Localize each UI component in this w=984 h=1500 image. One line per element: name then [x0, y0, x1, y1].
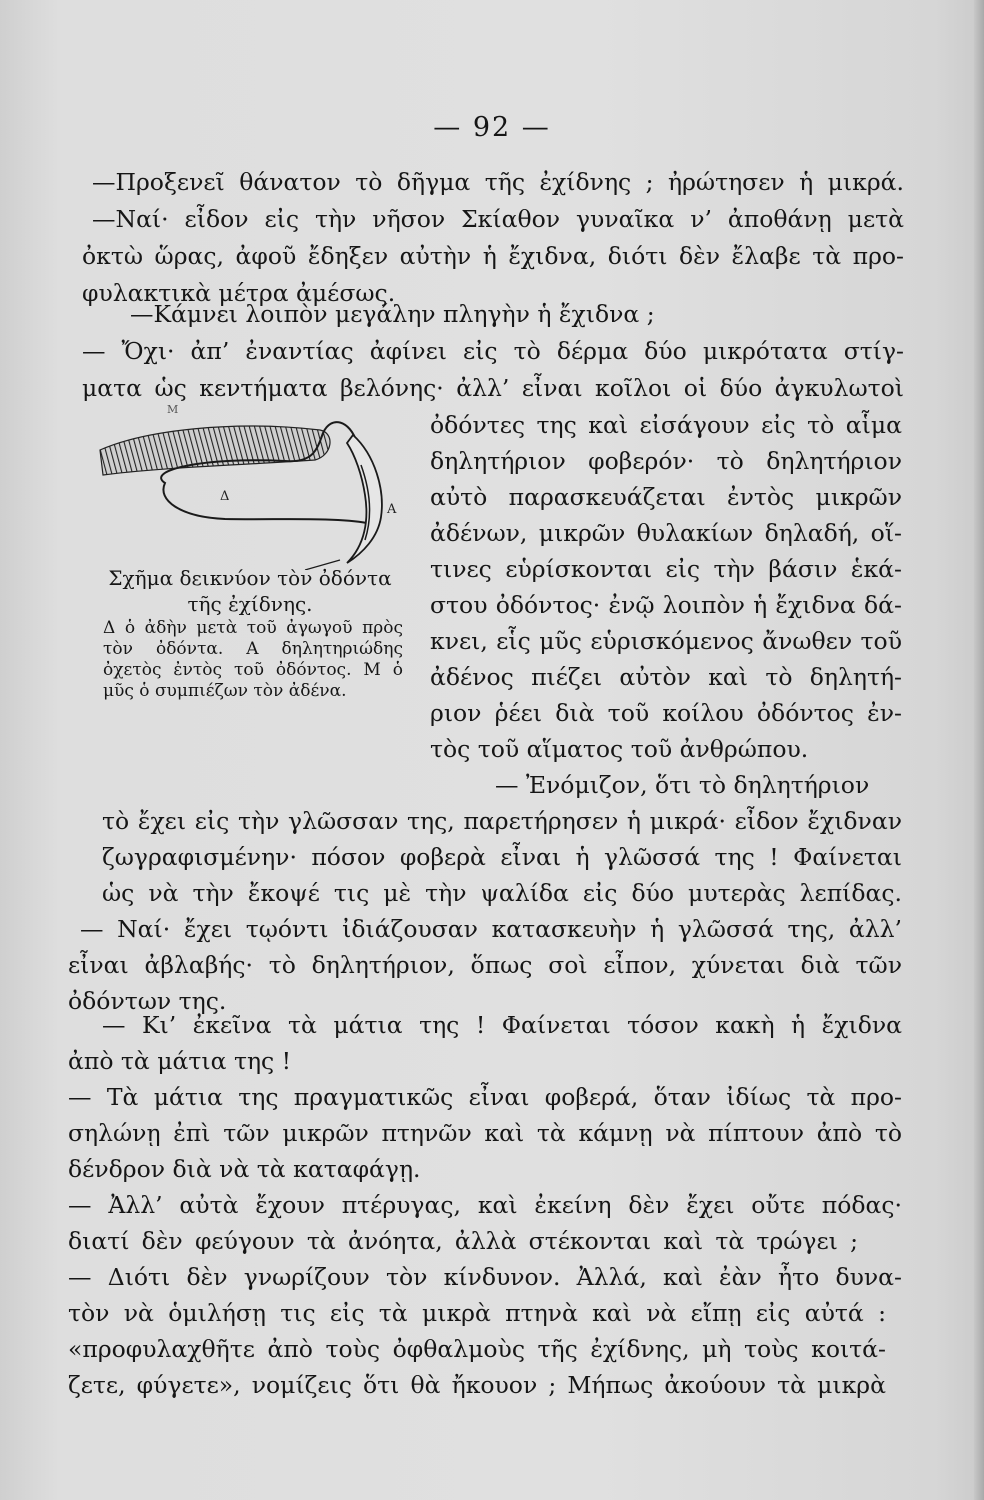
text-line: — Ναί· ἔχει τῳόντι ἰδιάζουσαν κατασκευὴν ἡ γλῶσσά της, ἀλλ’	[80, 915, 902, 943]
text-line: ὡς νὰ τὴν ἔκοψέ τις μὲ τὴν ψαλίδα εἰς δύο μυτερὰς λεπίδας.	[102, 879, 902, 907]
text-line: ριον ῥέει διὰ τοῦ κοίλου ὀδόντος ἐν-	[430, 699, 902, 727]
figure-caption-text: Δ ὁ ἀδὴν μετὰ τοῦ ἀγωγοῦ πρὸς τὸν ὀδόντα. Α δηλητηριώδης ὀχετὸς ἐντὸς τοῦ ὀδόντος. Μ ὁ μῦς ὁ συμπιέζων τὸν ἀδένα.	[103, 618, 403, 701]
text-line: ματα ὡς κεντήματα βελόνης· ἀλλ’ εἶναι κοῖλοι οἱ δύο ἀγκυλωτοὶ	[82, 374, 904, 402]
text-line: αὐτὸ παρασκευάζεται ἐντὸς μικρῶν	[430, 483, 902, 511]
text-line: ὀδόντων της.	[68, 987, 227, 1015]
text-line: — Διότι δὲν γνωρίζουν τὸν κίνδυνον. Ἀλλά, καὶ ἐὰν ἦτο δυνα-	[68, 1263, 902, 1291]
text-line: ἀπὸ τὰ μάτια της !	[68, 1047, 292, 1075]
text-line: σηλώνῃ ἐπὶ τῶν μικρῶν πτηνῶν καὶ τὰ κάμνῃ νὰ πίπτουν ἀπὸ τὸ	[68, 1119, 902, 1147]
text-line: — Τὰ μάτια της πραγματικῶς εἶναι φοβερά, ὅταν ἰδίως τὰ προ-	[68, 1083, 902, 1111]
figure-caption-title: Σχῆμα δεικνύον τὸν ὀδόντα τῆς ἐχίδνης.	[108, 566, 392, 616]
label-muscle: Μ	[167, 403, 179, 416]
text-line: δένδρον διὰ νὰ τὰ καταφάγῃ.	[68, 1155, 421, 1183]
muscle-shape	[100, 426, 330, 475]
text-line: — Ἐνόμιζον, ὅτι τὸ δηλητήριον	[495, 771, 870, 799]
text-line: διατί δὲν φεύγουν τὰ ἀνόητα, ἀλλὰ στέκονται καὶ τὰ τρώγει ;	[68, 1227, 858, 1255]
text-line: ὀδόντες της καὶ εἰσάγουν εἰς τὸ αἷμα	[430, 411, 902, 439]
page-number: — 92 —	[433, 112, 551, 143]
text-line: δηλητήριον φοβερόν· τὸ δηλητήριον	[430, 447, 902, 475]
text-line: εἶναι ἀβλαβής· τὸ δηλητήριον, ὅπως σοὶ εἶπον, χύνεται διὰ τῶν	[68, 951, 902, 979]
text-line: τὸν νὰ ὁμιλήσῃ τις εἰς τὰ μικρὰ πτηνὰ καὶ νὰ εἴπῃ εἰς αὐτά :	[68, 1299, 886, 1327]
text-line: «προφυλαχθῆτε ἀπὸ τοὺς ὀφθαλμοὺς τῆς ἐχίδνης, μὴ τοὺς κοιτά-	[68, 1335, 886, 1363]
page-edge	[974, 0, 984, 1500]
label-duct: Α	[387, 502, 397, 517]
text-line: —Ναί· εἶδον εἰς τὴν νῆσον Σκίαθον γυναῖκα ν’ ἀποθάνῃ μετὰ	[92, 205, 904, 233]
text-line: ὀκτὼ ὥρας, ἀφοῦ ἔδηξεν αὐτὴν ἡ ἔχιδνα, διότι δὲν ἔλαβε τὰ προ-	[82, 242, 904, 270]
text-line: ἀδένων, μικρῶν θυλακίων δηλαδή, οἵ-	[430, 519, 902, 547]
label-gland: Δ	[220, 489, 230, 504]
text-line: —Προξενεῖ θάνατον τὸ δῆγμα τῆς ἐχίδνης ; ἠρώτησεν ἡ μικρά.	[92, 168, 904, 196]
text-line: — Ὄχι· ἀπ’ ἐναντίας ἀφίνει εἰς τὸ δέρμα δύο μικρότατα στίγ-	[82, 337, 904, 365]
viper-fang-figure	[85, 395, 425, 570]
fang-diagram	[85, 395, 425, 570]
text-line: φυλακτικὰ μέτρα ἀμέσως.	[82, 279, 396, 307]
text-line: — Κι’ ἐκεῖνα τὰ μάτια της ! Φαίνεται τόσον κακὴ ἡ ἔχιδνα	[102, 1011, 902, 1039]
text-line: στου ὀδόντος· ἐνῷ λοιπὸν ἡ ἔχιδνα δά-	[430, 591, 902, 619]
text-line: ζετε, φύγετε», νομίζεις ὅτι θὰ ἤκουον ; Μήπως ἀκούουν τὰ μικρὰ	[68, 1371, 886, 1399]
text-line: τὸς τοῦ αἵματος τοῦ ἀνθρώπου.	[430, 735, 809, 763]
text-line: —Κάμνει λοιπὸν μεγάλην πληγὴν ἡ ἔχιδνα ;	[130, 300, 655, 328]
text-line: κνει, εἷς μῦς εὑρισκόμενος ἄνωθεν τοῦ	[430, 627, 902, 655]
text-line: ζωγραφισμένην· πόσον φοβερὰ εἶναι ἡ γλῶσσά της ! Φαίνεται	[102, 843, 902, 871]
text-line: τινες εὑρίσκονται εἰς τὴν βάσιν ἑκά-	[430, 555, 902, 583]
text-line: ἀδένος πιέζει αὐτὸν καὶ τὸ δηλητή-	[430, 663, 902, 691]
text-line: τὸ ἔχει εἰς τὴν γλῶσσαν της, παρετήρησεν ἡ μικρά· εἶδον ἔχιδναν	[102, 807, 902, 835]
fang-shape	[347, 435, 382, 563]
text-line: — Ἀλλ’ αὐτὰ ἔχουν πτέρυγας, καὶ ἐκείνη δὲν ἔχει οὔτε πόδας·	[68, 1191, 902, 1219]
